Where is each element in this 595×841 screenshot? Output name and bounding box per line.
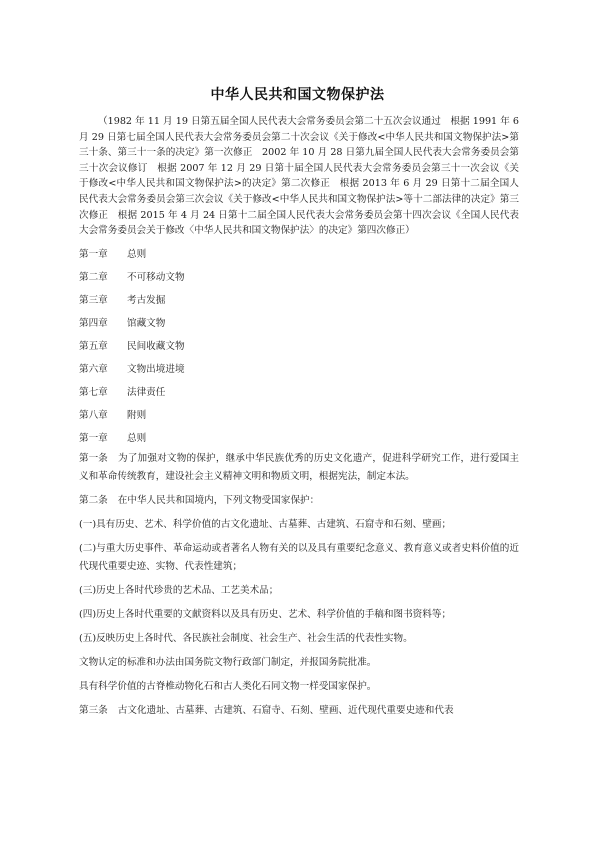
toc-chapter-name: 总则: [127, 248, 147, 260]
chapter-number: 第一章: [79, 432, 108, 444]
toc-item: [79, 312, 519, 335]
article-2-note-2: 具有科学价值的古脊椎动物化石和古人类化石同文物一样受国家保护。: [79, 680, 377, 692]
toc-chapter-number: 第三章: [79, 294, 108, 306]
article-2-item-4: (四)历史上各时代重要的文献资料以及具有历史、艺术、科学价值的手稿和图书资料等；: [79, 608, 452, 620]
toc-chapter-name: 馆藏文物: [127, 317, 166, 329]
article-label: 第三条: [79, 704, 108, 716]
article-label: 第二条: [79, 494, 108, 506]
toc-chapter-name: 民间收藏文物: [127, 340, 185, 352]
toc-item: [79, 335, 519, 358]
article-1: [79, 450, 519, 486]
article-2: [79, 492, 519, 510]
toc-chapter-number: 第一章: [79, 248, 108, 260]
toc-chapter-name: 考古发掘: [127, 294, 166, 306]
toc-chapter-name: 附则: [127, 409, 147, 421]
article-2-item-2: (二)与重大历史事件、革命运动或者著名人物有关的以及具有重要纪念意义、教育意义或者史料价值的近代现代重要史迹、实物、代表性建筑；: [79, 542, 519, 572]
article-2-item-3: (三)历史上各时代珍贵的艺术品、工艺美术品；: [79, 584, 279, 596]
document-title: 中华人民共和国文物保护法: [210, 87, 385, 103]
toc-chapter-number: 第五章: [79, 340, 108, 352]
toc-chapter-number: 第四章: [79, 317, 108, 329]
toc-item: [79, 358, 519, 381]
toc-chapter-name: 不可移动文物: [127, 271, 185, 283]
toc-item: [79, 289, 519, 312]
toc-item: [79, 266, 519, 289]
article-2-note-1: 文物认定的标准和办法由国务院文物行政部门制定，并报国务院批准。: [79, 656, 377, 668]
article-label: 第一条: [79, 452, 108, 464]
toc-chapter-number: 第二章: [79, 271, 108, 283]
toc-chapter-name: 法律责任: [127, 386, 166, 398]
toc-chapter-number: 第八章: [79, 409, 108, 421]
article-text: 古文化遗址、古墓葬、古建筑、石窟寺、石刻、壁画、近代现代重要史迹和代表: [117, 704, 454, 716]
preamble-paragraph: （1982 年 11 月 19 日第五届全国人民代表大会常务委员会第二十五次会议通过 根据 1991 年 6 月 29 日第七届全国人民代表大会常务委员会第二十次会议《关于修改<中华人民共和国文物保护法>第三十条、第三十一条的决定》第一次修正 2002 年 10 月 28 日第九届全国人民代表大会常务委员会第三十次会议修订 根据 2007 年 12 月 29 日第十届全国人民代表大会常务委员会第三十一次会议《关于修改<中华人民共和国文物保护法>的决定》第二次修正 根据 2013 年 6 月 29 日第十二届全国人民代表大会常务委员会第三次会议《关于修改<中华人民共和国文物保护法>等十二部法律的决定》第三次修正 根据 2015 年 4 月 24 日第十二届全国人民代表大会常务委员会第十四次会议《全国人民代表大会常务委员会关于修改〈中华人民共和国文物保护法〉的决定》第四次修正）: [79, 116, 519, 237]
chapter-heading: [79, 427, 519, 450]
toc-chapter-name: 文物出境进境: [127, 363, 185, 375]
chapter-name: 总则: [127, 432, 147, 444]
toc-item: [79, 404, 519, 427]
article-2-item-5: (五)反映历史上各时代、各民族社会制度、社会生产、社会生活的代表性实物。: [79, 632, 413, 644]
document-body: [79, 114, 519, 726]
table-of-contents: [79, 243, 519, 427]
article-3: [79, 702, 519, 720]
article-2-item-1: (一)具有历史、艺术、科学价值的古文化遗址、古墓葬、古建筑、石窟寺和石刻、壁画；: [79, 518, 452, 530]
toc-item: [79, 243, 519, 266]
toc-chapter-number: 第六章: [79, 363, 108, 375]
article-text: 在中华人民共和国境内，下列文物受国家保护：: [117, 494, 320, 506]
toc-chapter-number: 第七章: [79, 386, 108, 398]
toc-item: [79, 381, 519, 404]
article-text: 为了加强对文物的保护，继承中华民族优秀的历史文化遗产，促进科学研究工作，进行爱国主义和革命传统教育，建设社会主义精神文明和物质文明，根据宪法，制定本法。: [79, 452, 519, 482]
